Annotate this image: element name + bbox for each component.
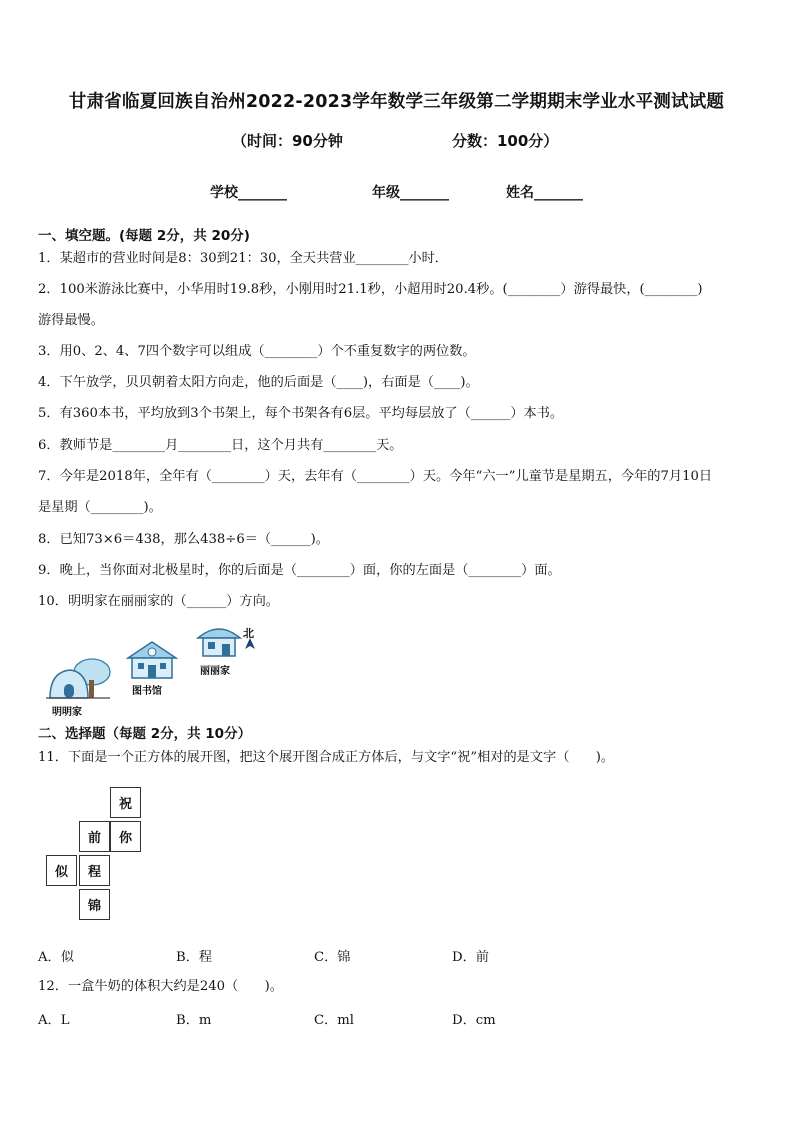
north-arrow-icon [244, 638, 256, 650]
section-choice-heading: 二、选择题（每题 2分，共 10分） [38, 726, 252, 742]
mingming-home-label: 明明家 [52, 707, 82, 718]
lili-home-label: 丽丽家 [200, 666, 230, 677]
question-2-cont: 游得最慢。 [38, 313, 104, 328]
question-2: 2．100米游泳比赛中，小华用时19.8秒，小刚用时21.1秒，小超用时20.4秒。(________）游得最快，(________) [38, 282, 703, 297]
net-cell-jin: 锦 [79, 889, 110, 920]
school-field[interactable]: 学校_______ [210, 185, 287, 201]
lili-house-icon [196, 624, 242, 660]
mingming-house-icon [44, 658, 114, 706]
cube-net-diagram [46, 787, 156, 925]
question-9: 9．晚上，当你面对北极星时，你的后面是（________）面，你的左面是（________）面。 [38, 563, 561, 578]
q10-map-illustration [40, 622, 270, 718]
question-5: 5．有360本书，平均放到3个书架上，每个书架各有6层。平均每层放了（______）本书。 [38, 406, 564, 421]
q11-option-b[interactable]: B．程 [176, 950, 213, 965]
exam-score: 分数：100分） [452, 132, 559, 150]
net-cell-cheng: 程 [79, 855, 110, 886]
page-title: 甘肃省临夏回族自治州2022-2023学年数学三年级第二学期期末学业水平测试试题 [68, 92, 725, 112]
question-11: 11．下面是一个正方体的展开图，把这个展开图合成正方体后，与文字“祝”相对的是文字（ )。 [38, 750, 615, 765]
question-4: 4．下午放学，贝贝朝着太阳方向走，他的后面是（____)，右面是（____)。 [38, 375, 479, 390]
question-3: 3．用0、2、4、7四个数字可以组成（________）个不重复数字的两位数。 [38, 344, 476, 359]
library-building-icon [124, 638, 180, 682]
q12-option-d[interactable]: D．cm [452, 1013, 496, 1028]
grade-field[interactable]: 年级_______ [372, 185, 449, 201]
net-cell-qian: 前 [79, 821, 110, 852]
q11-option-d[interactable]: D．前 [452, 950, 489, 965]
question-1: 1．某超市的营业时间是8：30到21：30，全天共营业________小时． [38, 251, 448, 266]
q12-option-b[interactable]: B．m [176, 1013, 212, 1028]
question-7-cont: 是星期（________)。 [38, 500, 162, 515]
section-fill-blank-heading: 一、填空题。(每题 2分，共 20分) [38, 228, 250, 244]
q11-option-a[interactable]: A．似 [38, 950, 74, 965]
name-field[interactable]: 姓名_______ [506, 185, 583, 201]
question-6: 6．教师节是________月________日，这个月共有________天。 [38, 438, 403, 453]
net-cell-si: 似 [46, 855, 77, 886]
q12-option-a[interactable]: A．L [38, 1013, 70, 1028]
exam-time: （时间：90分钟 [232, 132, 343, 150]
question-12: 12．一盒牛奶的体积大约是240（ )。 [38, 979, 283, 994]
q11-option-c[interactable]: C．锦 [314, 950, 351, 965]
question-7: 7．今年是2018年，全年有（________）天，去年有（________）天。今年“六一”儿童节是星期五，今年的7月10日 [38, 469, 713, 484]
q12-option-c[interactable]: C．ml [314, 1013, 355, 1028]
net-cell-zhu: 祝 [110, 787, 141, 818]
question-10: 10．明明家在丽丽家的（______）方向。 [38, 594, 279, 609]
net-cell-ni: 你 [110, 821, 141, 852]
question-8: 8．已知73×6＝438，那么438÷6＝（______)。 [38, 532, 329, 547]
library-label: 图书馆 [132, 686, 162, 697]
north-label: 北 [243, 627, 254, 640]
